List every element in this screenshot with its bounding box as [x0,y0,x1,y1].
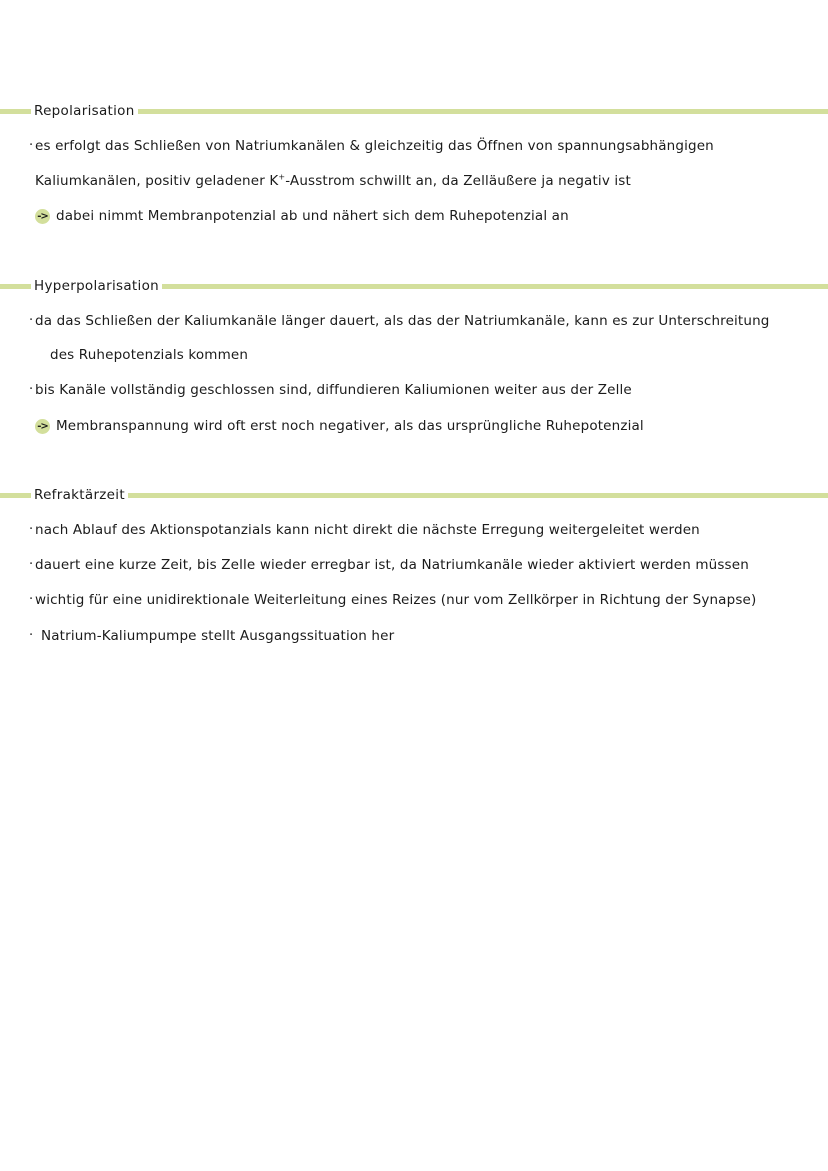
bullet-dot-icon: · [29,138,34,153]
bullet-dot-icon: · [29,592,34,607]
bullet-dot-icon: · [29,382,34,397]
line-text [35,171,631,191]
bullet-text: es erfolgt das Schließen von Natriumkanälen & gleichzeitig das Öffnen von spannungsabhängigen [35,138,714,154]
arrow-text: Membranspannung wird oft erst noch negativer, als das ursprüngliche Ruhepotenzial [56,418,644,434]
bullet-dot-icon: · [29,557,34,572]
section-title: Hyperpolarisation [31,275,162,297]
bullet-text: nach Ablauf des Aktionspotanzials kann nicht direkt die nächste Erregung weitergeleitet werden [35,522,700,538]
section-title: Repolarisation [31,100,138,122]
line-text-after: -Ausstrom schwillt an, da Zelläußere ja negativ ist [285,173,631,189]
bullet-text: da das Schließen der Kaliumkanäle länger dauert, als das der Natriumkanäle, kann es zur Unterschreitung [35,313,770,329]
section-title: Refraktärzeit [31,484,128,506]
arrow-right-icon: -> [35,209,50,224]
bullet-text: wichtig für eine unidirektionale Weiterleitung eines Reizes (nur vom Zellkörper in Richtung der Synapse) [35,592,757,608]
bullet-text: bis Kanäle vollständig geschlossen sind, diffundieren Kaliumionen weiter aus der Zelle [35,382,632,398]
section-heading [0,484,828,506]
arrow-text: dabei nimmt Membranpotenzial ab und nähert sich dem Ruhepotenzial an [56,208,569,224]
arrow-right-icon: -> [35,419,50,434]
bullet-text: Natrium-Kaliumpumpe stellt Ausgangssituation her [41,628,395,644]
line-text: des Ruhepotenzials kommen [50,347,249,363]
section-heading [0,100,828,122]
bullet-dot-icon: · [29,628,34,643]
line-text-before: Kaliumkanälen, positiv geladener K [35,173,279,189]
bullet-dot-icon: · [29,522,34,537]
superscript-plus: + [278,172,286,182]
bullet-text: dauert eine kurze Zeit, bis Zelle wieder erregbar ist, da Natriumkanäle wieder aktiviert werden müssen [35,557,749,573]
bullet-dot-icon: · [29,313,34,328]
section-heading [0,275,828,297]
